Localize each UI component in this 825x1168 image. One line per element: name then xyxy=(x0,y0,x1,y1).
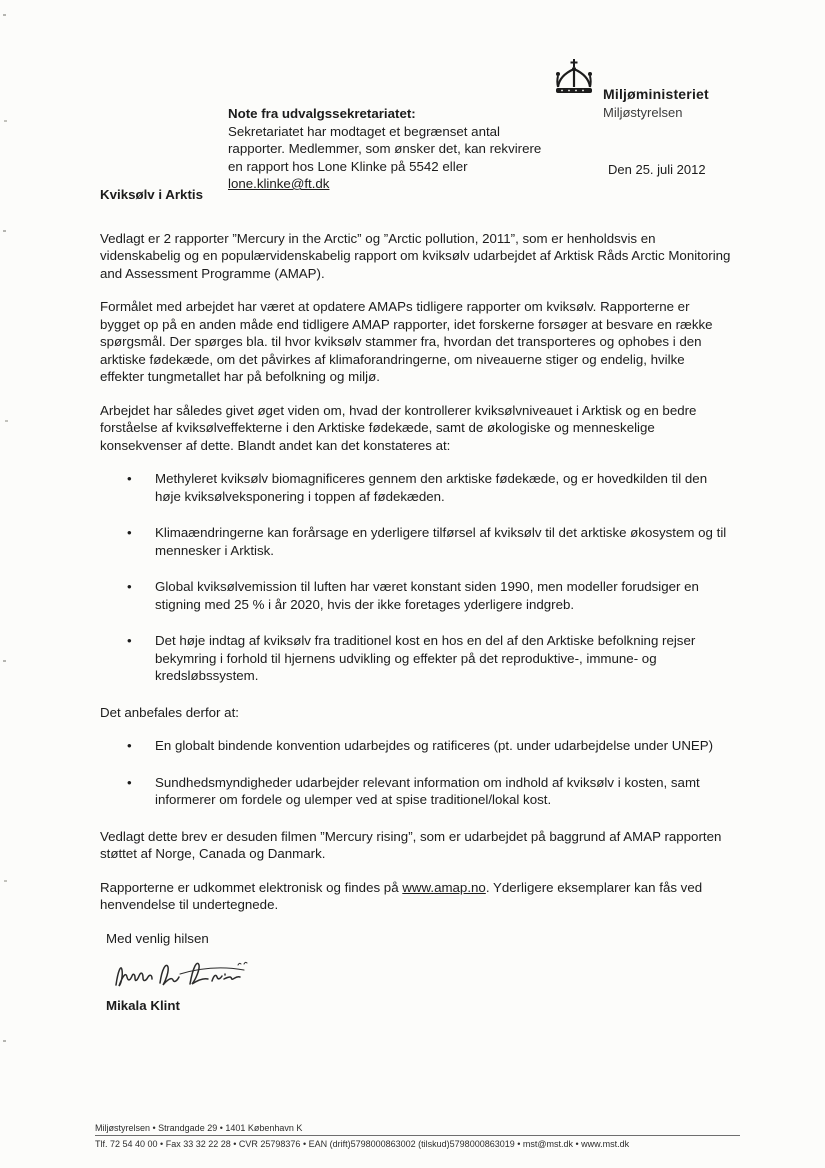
bullet-text: Methyleret kviksølv biomagnificeres gennem den arktiske fødekæde, og er hovedkilden til den høje kviksølveksponering i toppen af fødekæden. xyxy=(155,471,708,504)
paragraph-2: Formålet med arbejdet har været at opdatere AMAPs tidligere rapporter om kviksølv. Rapporterne er bygget op på en anden måde end tidligere AMAP rapporter, idet forskerne forsøger at besvare en række spørgsmål. Der spørges bla. til hvor kviksølv stammer fra, hvordan det transporteres og ophobes i den arktiske fødekæde, om det påvirkes af klimaforandringerne, om niveauerne stiger og endelig, hvilke effekter tungmetallet har på befolkning og miljø. xyxy=(100,299,713,384)
signature-name: Mikala Klint xyxy=(106,998,180,1013)
bullet-marker: • xyxy=(127,471,132,486)
bullet-text: Sundhedsmyndigheder udarbejder relevant information om indhold af kviksølv i kosten, samt informerer om fordele og ulemper ved at spise traditionel/lokal kost. xyxy=(155,774,700,807)
bullet-item xyxy=(100,774,732,809)
note-body xyxy=(228,123,558,193)
bullet-item xyxy=(100,524,732,559)
closing-2-text-after: . Yderligere eksemplarer kan fås ved henvendelse til undertegnede. xyxy=(100,879,703,912)
bullet-marker: • xyxy=(127,633,132,648)
bullet-marker: • xyxy=(127,579,132,594)
bullet-marker: • xyxy=(127,525,132,540)
bullet-item xyxy=(100,578,732,613)
bullet-marker: • xyxy=(127,774,132,790)
letter-date: Den 25. juli 2012 xyxy=(608,162,706,177)
bullet-item xyxy=(100,737,732,755)
note-title: Note fra udvalgssekretariatet: xyxy=(228,106,416,121)
note-body-text: Sekretariatet har modtaget et begrænset antal rapporter. Medlemmer, som ønsker det, kan rekvirere en rapport hos Lone Klinke på 5542 eller xyxy=(228,123,542,174)
bullet-text: Global kviksølvemission til luften har været konstant siden 1990, men modeller forudsiger en stigning med 25 % i år 2020, hvis der ikke foretages yderligere indgreb. xyxy=(155,579,699,612)
signoff-line: Med venlig hilsen xyxy=(106,930,209,946)
bullet-item xyxy=(100,470,732,505)
paragraph-1: Vedlagt er 2 rapporter ”Mercury in the Arctic” og ”Arctic pollution, 2011”, som er henholdsvis en videnskabelig og en populærvidenskabelig rapport om kviksølv udarbejdet af Arktisk Råds Arctic Monitoring and Assessment Programme (AMAP). xyxy=(100,230,731,281)
amap-url-link[interactable]: www.amap.no xyxy=(402,879,486,895)
recommendation-intro: Det anbefales derfor at: xyxy=(100,704,239,720)
ministry-name: Miljøministeriet xyxy=(603,86,709,102)
letter-body xyxy=(100,186,732,1015)
note-email-link[interactable]: lone.klinke@ft.dk xyxy=(228,176,330,191)
subject-line: Kviksølv i Arktis xyxy=(100,187,203,202)
closing-paragraph-2 xyxy=(100,879,732,914)
paragraph-3: Arbejdet har således givet øget viden om, hvad der kontrollerer kviksølvniveauet i Arktisk og en bedre forståelse af kviksølveffekterne i den Arktiske fødekæde, samt de økologiske og menneskelige konsekvenser af dette. Blandt andet kan det konstateres at: xyxy=(100,402,697,453)
letter-footer xyxy=(95,1122,745,1150)
footer-divider xyxy=(95,1135,740,1136)
recommendations-bullet-list xyxy=(100,737,732,809)
bullet-text: Klimaændringerne kan forårsage en yderligere tilførsel af kviksølv til det arktiske økosystem og til mennesker i Arktisk. xyxy=(155,525,727,558)
findings-bullet-list xyxy=(100,470,732,685)
closing-paragraph-1: Vedlagt dette brev er desuden filmen ”Mercury rising”, som er udarbejdet på baggrund af AMAP rapporten støttet af Norge, Canada og Danmark. xyxy=(100,828,722,861)
signature-handwriting xyxy=(110,951,280,997)
bullet-text: En globalt bindende konvention udarbejdes og ratificeres (pt. under udarbejdelse under UNEP) xyxy=(155,738,714,753)
bullet-marker: • xyxy=(127,738,132,753)
secretariat-note xyxy=(228,105,558,193)
agency-name: Miljøstyrelsen xyxy=(603,105,683,120)
bullet-text: Det høje indtag af kviksølv fra traditionel kost en hos en del af den Arktiske befolkning rejser bekymring i forhold til hjernens udvikling og effekter på det reproduktive-, immune- og kredsløbssystem. xyxy=(155,633,696,683)
footer-address-line: Miljøstyrelsen • Strandgade 29 • 1401 København K xyxy=(95,1123,303,1133)
crown-icon xyxy=(552,58,596,98)
scan-artifacts xyxy=(3,0,6,2)
closing-2-text: Rapporterne er udkommet elektronisk og findes på xyxy=(100,879,403,895)
footer-contact-line: Tlf. 72 54 40 00 • Fax 33 32 22 28 • CVR 25798376 • EAN (drift)5798000863002 (tilskud)5798000863019 • mst@mst.dk • www.mst.dk xyxy=(95,1139,630,1149)
bullet-item xyxy=(100,632,732,685)
